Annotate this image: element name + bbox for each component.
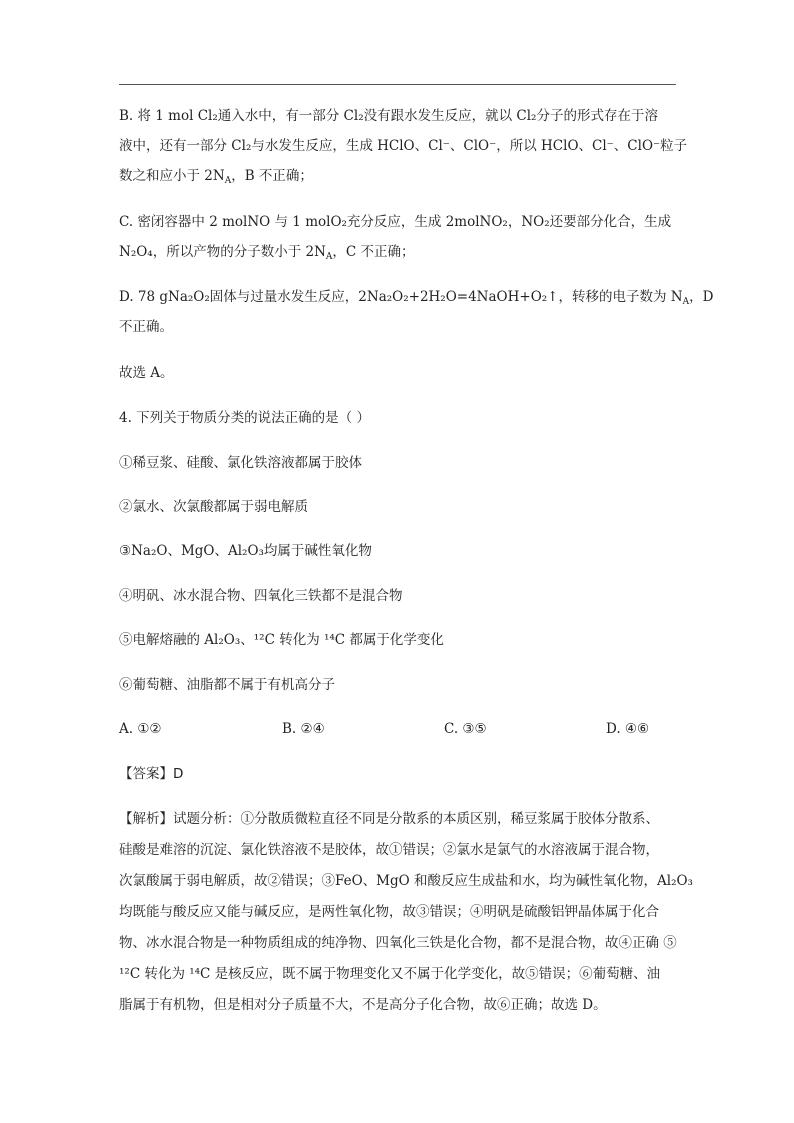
analysis-line-2: 硅酸是难溶的沉淀、氯化铁溶液不是胶体，故①错误；②氯水是氯气的水溶液属于混合物， xyxy=(119,842,659,858)
header-rule xyxy=(119,84,676,85)
conclusion: 故选 A。 xyxy=(119,365,174,381)
paragraph-b-line-3: 数之和应小于 $2N_A$，B 不正确； xyxy=(119,168,313,186)
analysis-line-7: 脂属于有机物，但是相对分子质量不大，不是高分子化合物，故⑥正确；故选 D。 xyxy=(119,997,607,1013)
question-stem: 4. 下列关于物质分类的说法正确的是（ ） xyxy=(119,410,370,426)
analysis-line-1: 【解析】试题分析：①分散质微粒直径不同是分散系的本质区别，稀豆浆属于胶体分散系、 xyxy=(119,811,659,827)
question-item-6: ⑥葡萄糖、油脂都不属于有机高分子 xyxy=(119,677,335,693)
paragraph-d-line-1: D. 78 gNa₂O₂固体与过量水发生反应，2Na₂O₂+2H₂O=4NaOH+O₂↑，转移的电子数为 $N_A$，D xyxy=(119,289,714,307)
question-item-2: ②氯水、次氯酸都属于弱电解质 xyxy=(119,499,308,515)
question-item-3: ③Na₂O、MgO、Al₂O₃均属于碱性氧化物 xyxy=(119,543,372,559)
analysis-line-4: 均既能与酸反应又能与碱反应，是两性氧化物，故③错误；④明矾是硫酸铝钾晶体属于化合 xyxy=(119,904,659,920)
analysis-line-3: 次氯酸属于弱电解质，故②错误；③FeO、MgO 和酸反应生成盐和水，均为碱性氧化物，Al₂O₃ xyxy=(119,873,693,889)
paragraph-b-line-2: 液中，还有一部分 Cl₂与水发生反应，生成 HClO、Cl⁻、ClO⁻，所以 HClO、Cl⁻、ClO⁻粒子 xyxy=(119,138,688,154)
option-d: D. ④⑥ xyxy=(606,721,650,737)
paragraph-c-line-1: C. 密闭容器中 2 molNO 与 1 molO₂充分反应，生成 2molNO₂，NO₂还要部分化合，生成 xyxy=(119,214,672,230)
question-item-4: ④明矾、冰水混合物、四氧化三铁都不是混合物 xyxy=(119,588,403,604)
paragraph-d-line-2: 不正确。 xyxy=(119,319,173,335)
question-item-1: ①稀豆浆、硅酸、氯化铁溶液都属于胶体 xyxy=(119,455,362,471)
option-a: A. ①② xyxy=(119,721,162,737)
paragraph-c-line-2: N₂O₄，所以产物的分子数小于 $2N_A$，C 不正确； xyxy=(119,244,415,262)
answer: 【答案】D xyxy=(119,766,184,782)
option-c: C. ③⑤ xyxy=(444,721,487,737)
paragraph-b-line-1: B. 将 1 mol Cl₂通入水中，有一部分 Cl₂没有跟水发生反应，就以 Cl₂分子的形式存在于溶 xyxy=(119,108,658,124)
analysis-line-6: ¹²C 转化为 ¹⁴C 是核反应，既不属于物理变化又不属于化学变化，故⑤错误；⑥葡萄糖、油 xyxy=(119,966,661,982)
question-item-5: ⑤电解熔融的 Al₂O₃、¹²C 转化为 ¹⁴C 都属于化学变化 xyxy=(119,632,444,648)
option-b: B. ②④ xyxy=(282,721,325,737)
analysis-line-5: 物、冰水混合物是一种物质组成的纯净物、四氧化三铁是化合物，都不是混合物，故④正确 ⑤ xyxy=(119,935,677,951)
